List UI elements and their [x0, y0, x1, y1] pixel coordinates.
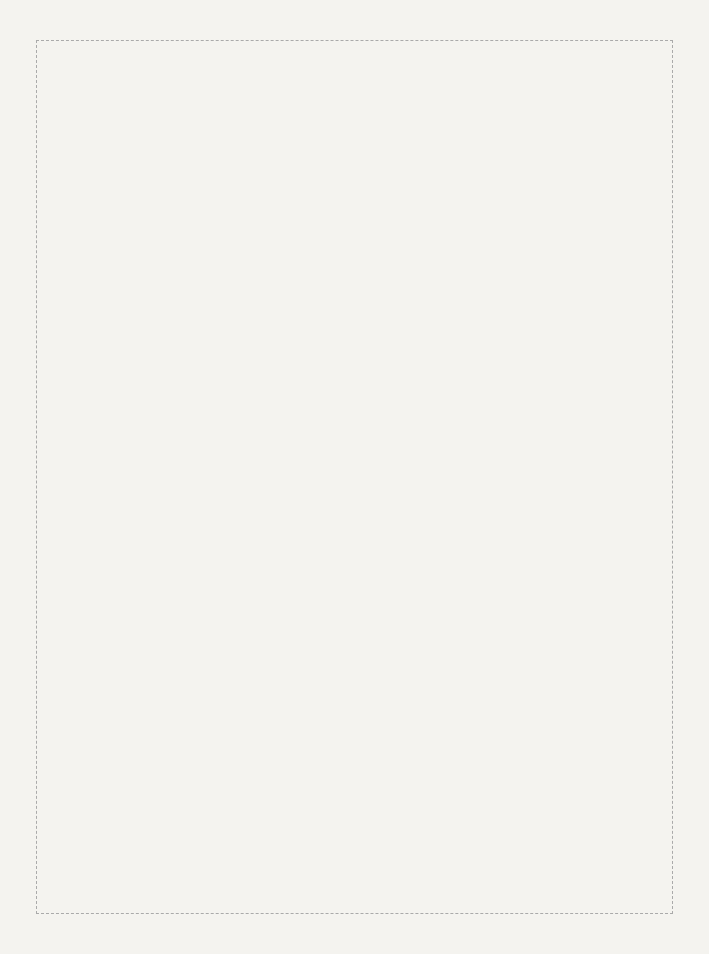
content-area [36, 40, 673, 914]
